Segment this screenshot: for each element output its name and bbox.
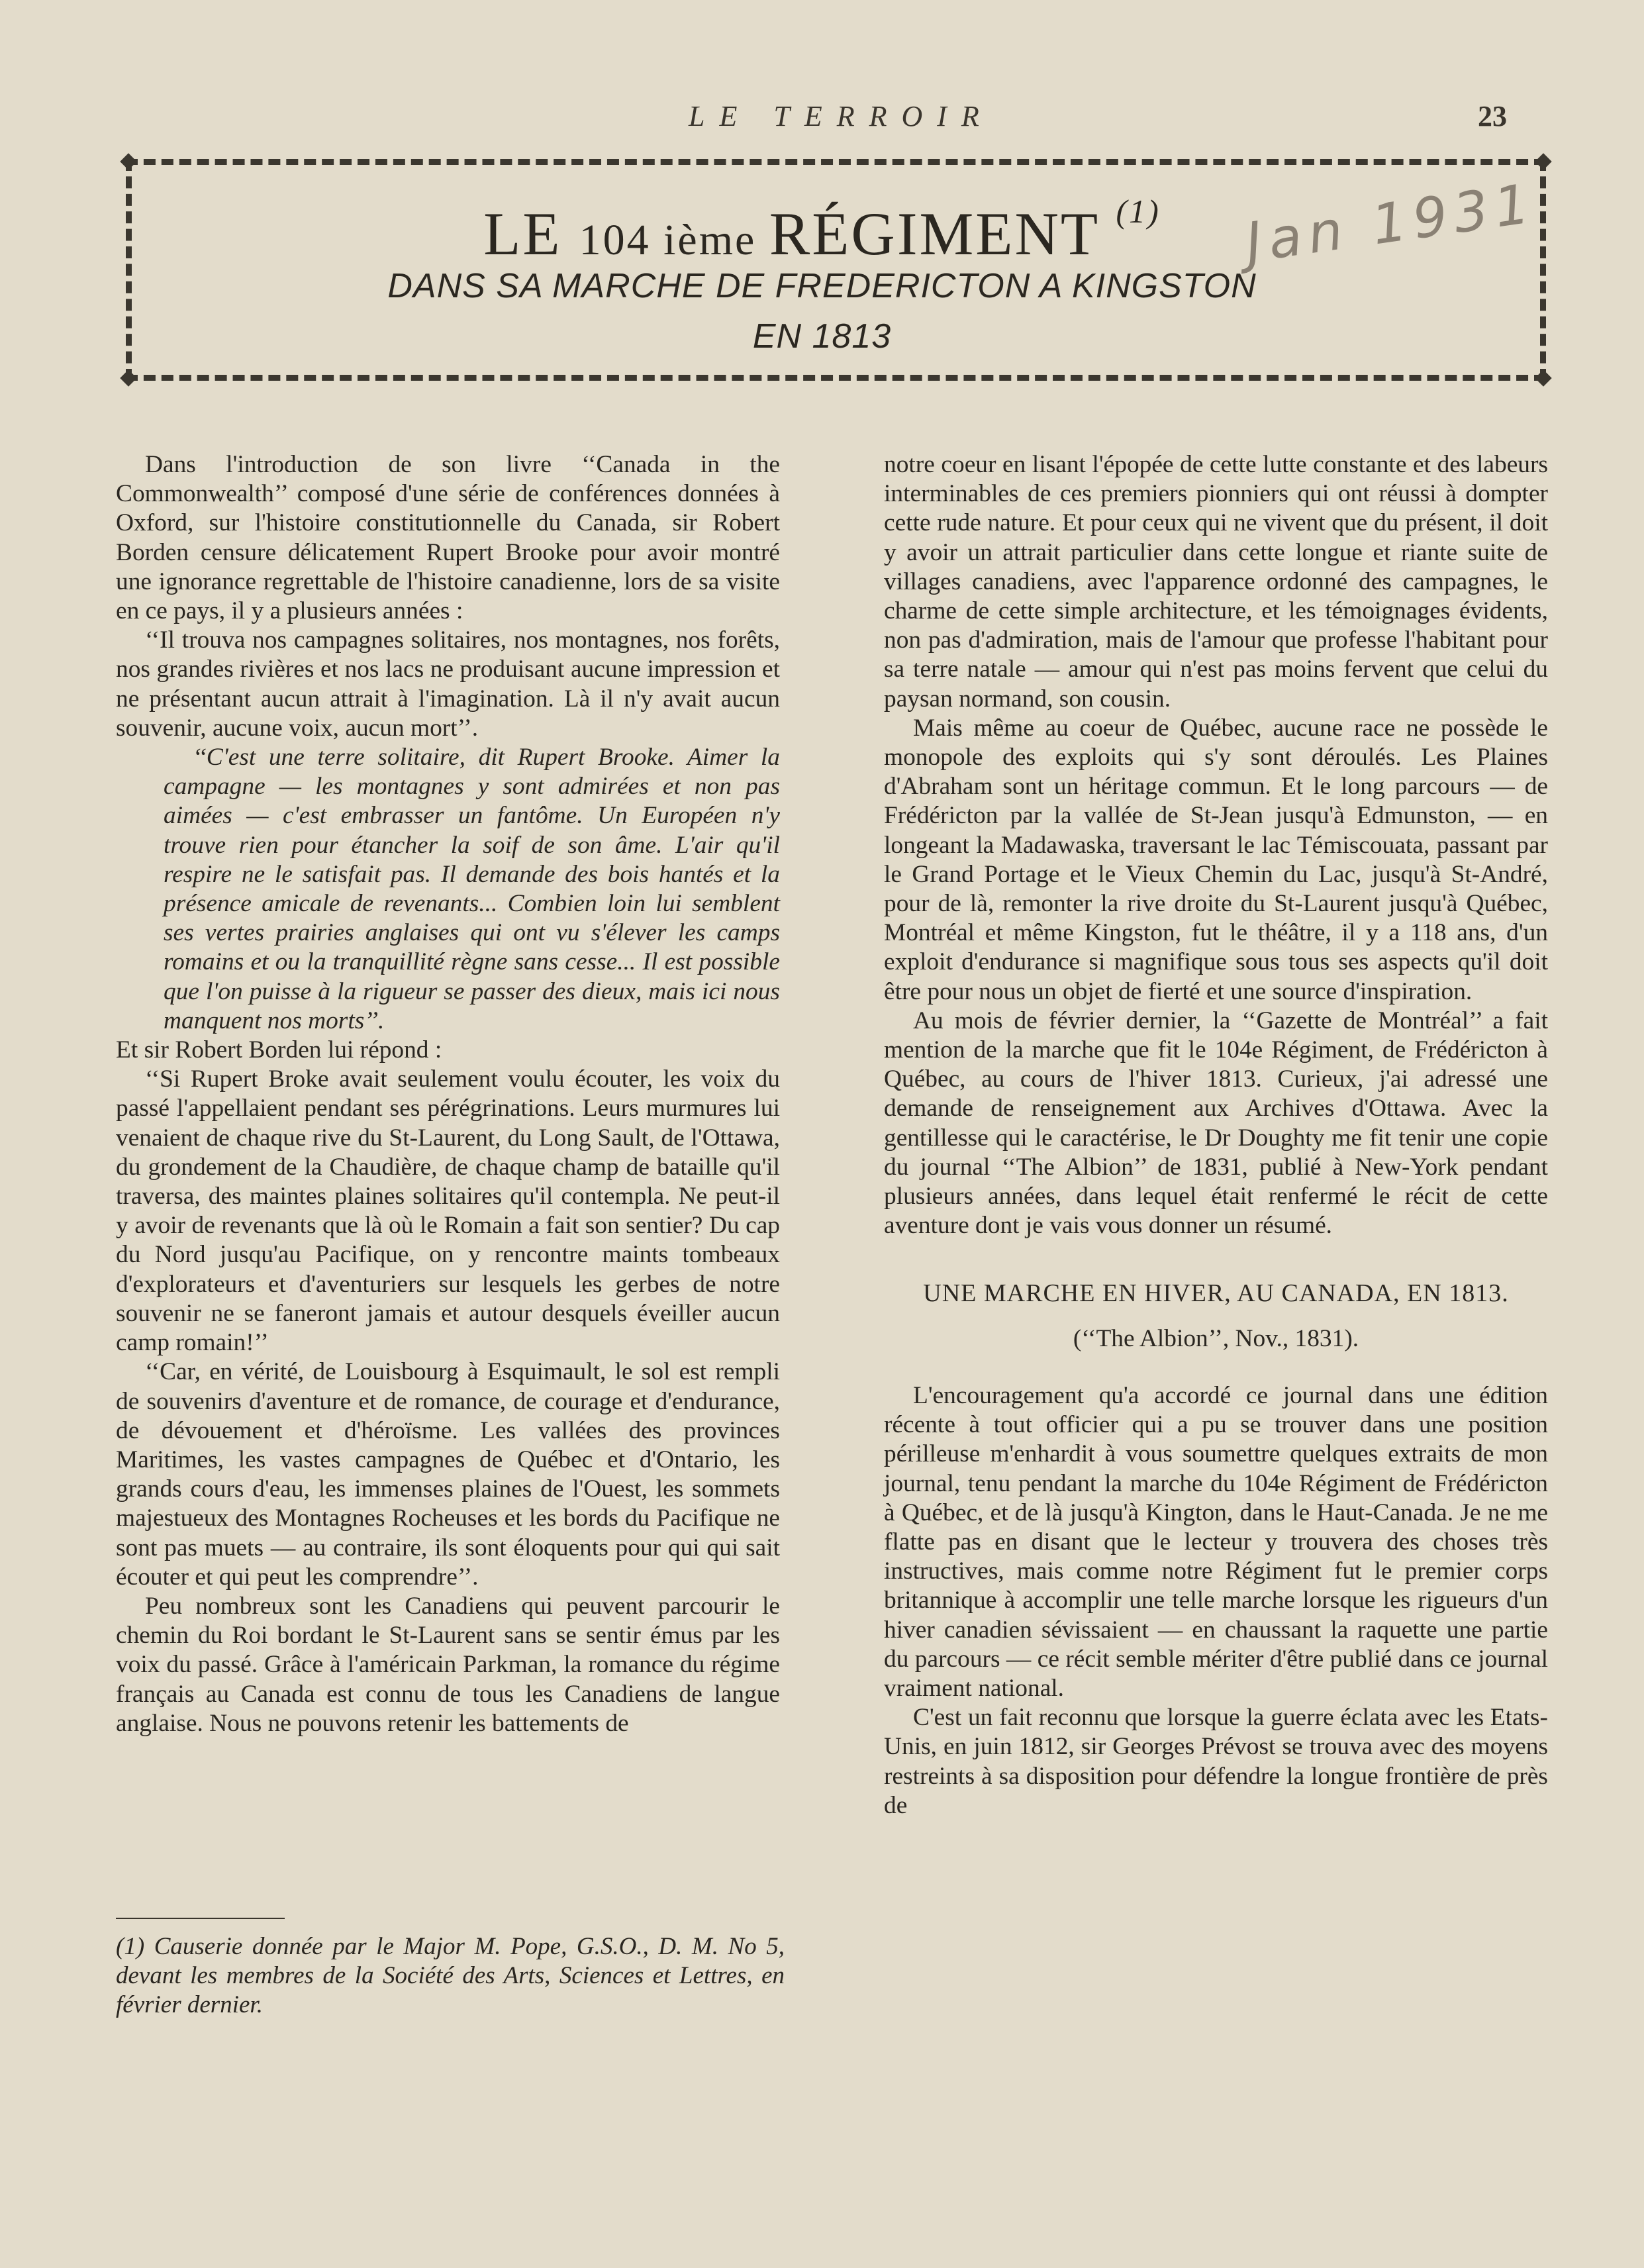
title-part-regiment: RÉGIMENT bbox=[769, 200, 1099, 268]
title-part-number: 104 ième bbox=[579, 216, 769, 264]
paragraph: ‘‘Car, en vérité, de Louisbourg à Esquimault, le sol est rempli de souvenirs d'aventure et de romance, de courage et d'endurance, de dévouement et d'héroïsme. Les vallées des provinces Maritimes, les vastes campagnes de Québec et d'Ontario, les grands cours d'eau, les immenses plaines de l'Ouest, les sommets majestueux des Montagnes Rocheuses et les bords du Pacifique ne sont pas muets — au contraire, ils sont éloquents pour qui qui sait écouter et qui peut les comprendre’’. bbox=[116, 1358, 780, 1591]
paragraph: notre coeur en lisant l'épopée de cette lutte constante et des labeurs interminables de ces premiers pionniers qui ont réussi à dompter cette rude nature. Et pour ceux qui ne vivent que du présent, il doit y avoir un attrait particulier dans cette longue et riante suite de villages canadiens, avec l'apparence ordonné des campagnes, le charme de cette simple architecture, et les témoignages évidents, non pas d'admiration, mais de l'amour que professe l'habitant pour sa terre natale — amour qui n'est pas moins fervent que celui du paysan normand, son cousin. bbox=[884, 451, 1548, 713]
paragraph: L'encouragement qu'a accordé ce journal dans une édition récente à tout officier qui a pu se trouver dans une position périlleuse m'enhardit à vous soumettre quelques extraits de mon journal, tenu pendant la marche du 104e Régiment de Frédéricton à Québec, et de là jusqu'à Kington, dans le Haut-Canada. Je ne me flatte pas en disant que le lecteur y trouvera des choses très instructives, mais comme notre Régiment fut le premier corps britannique à accomplir une telle marche lorsque les rigueurs d'un hiver canadien sévissaient — en chaussant la raquette une partie du parcours — ce récit semble mériter d'être publié dans ce journal vraiment national. bbox=[884, 1381, 1548, 1702]
left-column bbox=[116, 450, 780, 1738]
frame-corner-ornament bbox=[120, 153, 136, 170]
running-title: LE TERROIR bbox=[689, 100, 994, 132]
subtitle-line-2: EN 1813 bbox=[752, 317, 892, 356]
frame-corner-ornament bbox=[1535, 370, 1551, 386]
section-heading: UNE MARCHE EN HIVER, AU CANADA, EN 1813. bbox=[923, 1279, 1509, 1308]
running-head bbox=[0, 99, 1644, 146]
right-column bbox=[884, 450, 1548, 1820]
section-source: (‘‘The Albion’’, Nov., 1831). bbox=[1073, 1324, 1359, 1352]
paragraph: ‘‘Si Rupert Broke avait seulement voulu écouter, les voix du passé l'appellaient pendant ses pérégrinations. Leurs murmures lui venaient de chaque rive du St-Laurent, du Long Sault, de l'Ottawa, du grondement de la Chaudière, de chaque champ de bataille qu'il traversa, des maintes plaines solitaires qu'il contempla. Ne peut-il y avoir de revenants que là où le Romain a fait son sentier? Du cap du Nord jusqu'au Pacifique, on y rencontre maints tombeaux d'explorateurs et d'aventuriers sur lesquels les gerbes de notre souvenir ne se faneront jamais et autour desquels éveiller aucun camp romain!’’ bbox=[116, 1065, 780, 1357]
title-part-le: LE bbox=[483, 200, 579, 268]
paragraph: ‘‘Il trouva nos campagnes solitaires, nos montagnes, nos forêts, nos grandes rivières et nos lacs ne produisant aucune impression et ne présentant aucun attrait à l'imagination. Là il n'y avait aucun souvenir, aucune voix, aucun mort’’. bbox=[116, 626, 780, 742]
frame-corner-ornament bbox=[1535, 153, 1551, 170]
page-number: 23 bbox=[1478, 100, 1507, 132]
subtitle-line-1: DANS SA MARCHE DE FREDERICTON A KINGSTON bbox=[387, 267, 1257, 305]
paragraph: Dans l'introduction de son livre ‘‘Canada in the Commonwealth’’ composé d'une série de conférences données à Oxford, sur l'histoire constitutionnelle du Canada, sir Robert Borden censure délicatement Rupert Brooke pour avoir montré une ignorance regrettable de l'histoire canadienne, lors de sa visite en ce pays, il y a plusieurs années : bbox=[116, 451, 780, 625]
paragraph: ‘‘C'est une terre solitaire, dit Rupert Brooke. Aimer la campagne — les montagnes y sont admirées et non pas aimées — c'est embrasser un fantôme. Un Européen n'y trouve rien pour étancher la soif de son âme. L'air qu'il respire ne le satisfait pas. Il demande des bois hantés et la présence amicale de revenants... Combien loin lui semblent ses vertes prairies anglaises qui ont vu s'élever les camps romains et ou la tranquillité règne sans cesse... Il est possible que l'on puisse à la rigueur se passer des dieux, mais ici nous manquent nos morts’’. bbox=[164, 744, 780, 1034]
handwritten-date-note: Jan 1931 bbox=[1241, 172, 1540, 275]
footnote-rule bbox=[116, 1918, 285, 1919]
footnote: (1) Causerie donnée par le Major M. Pope, G.S.O., D. M. No 5, devant les membres de la Société des Arts, Sciences et Lettres, en février dernier. bbox=[116, 1933, 785, 2018]
frame-corner-ornament bbox=[120, 370, 136, 386]
paragraph: Au mois de février dernier, la ‘‘Gazette de Montréal’’ a fait mention de la marche que fit le 104e Régiment, de Frédéricton à Québec, au cours de l'hiver 1813. Curieux, j'ai adressé une demande de renseignement aux Archives d'Ottawa. Avec la gentillesse qui le caractérise, le Dr Doughty me fit tenir une copie du journal ‘‘The Albion’’ de 1831, publié à New-York pendant plusieurs années, dans lequel était renfermé le récit de cette aventure dont je vais vous donner un résumé. bbox=[884, 1007, 1548, 1240]
paragraph: C'est un fait reconnu que lorsque la guerre éclata avec les Etats-Unis, en juin 1812, sir Georges Prévost se trouva avec des moyens restreints à sa disposition pour défendre la longue frontière de près de bbox=[884, 1704, 1548, 1819]
paragraph: Peu nombreux sont les Canadiens qui peuvent parcourir le chemin du Roi bordant le St-Laurent sans se sentir émus par les voix du passé. Grâce à l'américain Parkman, la romance du régime français au Canada est connu de tous les Canadiens de langue anglaise. Nous ne pouvons retenir les battements de bbox=[116, 1592, 780, 1737]
paragraph: Mais même au coeur de Québec, aucune race ne possède le monopole des exploits qui s'y sont déroulés. Les Plaines d'Abraham sont un héritage commun. Et le long parcours — de Frédéricton par la vallée de St-Jean jusqu'à Edmunston, — en longeant la Madawaska, traversant le lac Témiscouata, passant par le Grand Portage et le Vieux Chemin du Lac, jusqu'à St-André, pour de là, remonter la rive droite du St-Laurent jusqu'à Québec, Montréal et même Kingston, fut le théâtre, il y a 118 ans, d'un exploit d'endurance si magnifique sous tous ses aspects qu'il doit être pour nous un objet de fierté et une source d'inspiration. bbox=[884, 714, 1548, 1005]
title-footnote-ref: (1) bbox=[1116, 193, 1161, 230]
paragraph: Et sir Robert Borden lui répond : bbox=[116, 1036, 442, 1064]
